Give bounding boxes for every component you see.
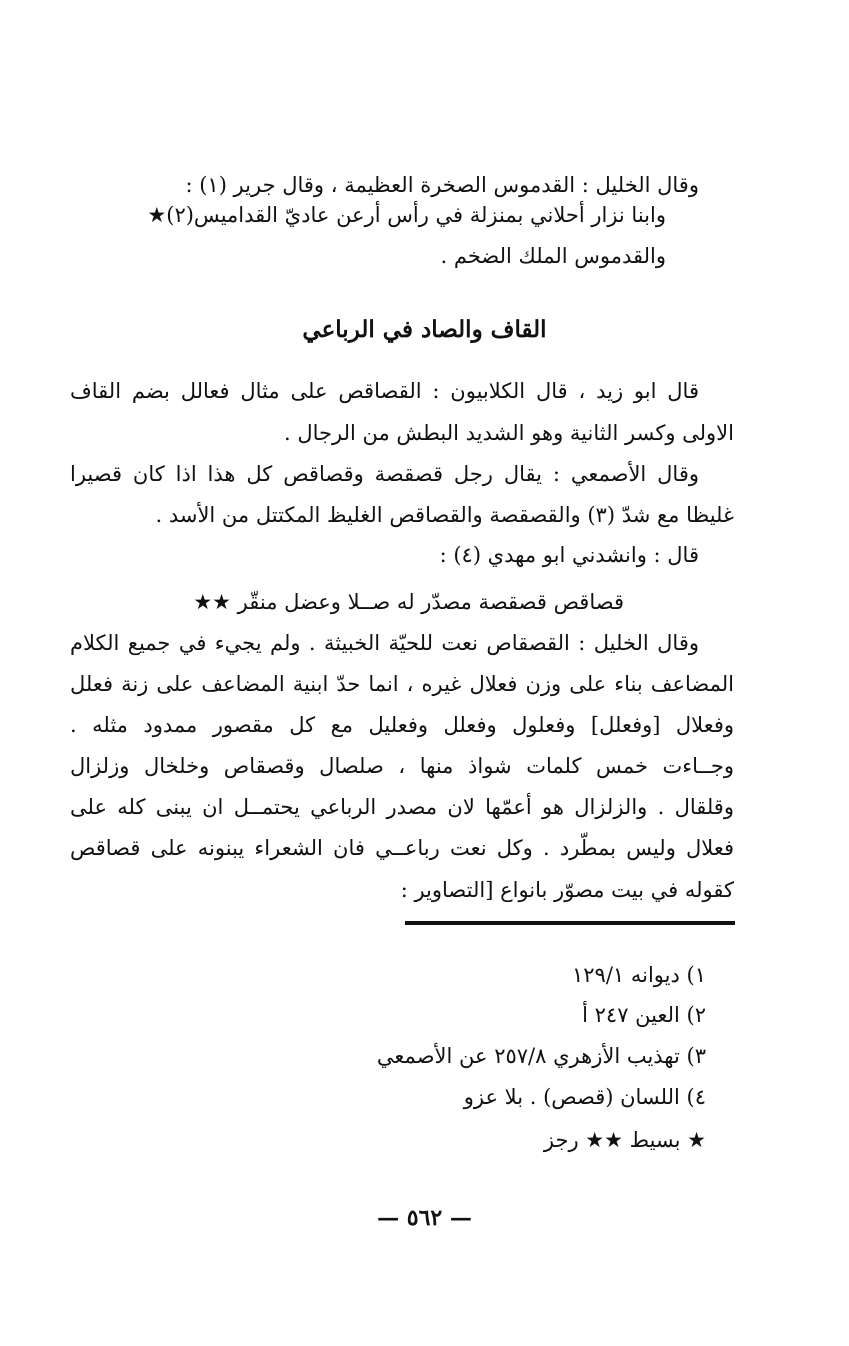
text-line-3: والقدموس الملك الضخم .: [440, 244, 666, 268]
section-heading: القاف والصاد في الرباعي: [302, 316, 547, 343]
text-line-14: وقلقال . والزلزال هو أعمّها لان مصدر الرباعي يحتمــل ان يبنى كله على: [70, 795, 734, 819]
footnote-3: ٣) تهذيب الأزهري ٢٥٧/٨ عن الأصمعي: [376, 1044, 706, 1068]
verse-line-1: وابنا نزار أحلاني بمنزلة في رأس أرعن عاديّ القداميس(٢)★: [147, 203, 666, 227]
footnote-2: ٢) العين ٢٤٧ أ: [582, 1003, 706, 1027]
text-line-7: غليظا مع شدّ (٣) والقصقصة والقصاقص الغليظ المكتتل من الأسد .: [155, 503, 734, 527]
footnote-1: ١) ديوانه ١٢٩/١: [571, 963, 706, 987]
text-line-15: فعلال وليس بمطّرد . وكل نعت رباعــي فان الشعراء يبنونه على قصاقص: [70, 836, 734, 860]
text-line-1: وقال الخليل : القدموس الصخرة العظيمة ، وقال جرير (١) :: [185, 173, 699, 197]
footnote-separator: [405, 921, 735, 925]
text-line-8: قال : وانشدني ابو مهدي (٤) :: [439, 543, 699, 567]
meter-legend: ★ بسيط ★★ رجز: [543, 1128, 706, 1152]
text-line-4: قال ابو زيد ، قال الكلابيون : القصاقص على مثال فعالل بضم القاف: [70, 379, 699, 403]
text-line-13: وجــاءت خمس كلمات شواذ منها ، صلصال وقصقاص وخلخال وزلزال: [70, 754, 734, 778]
text-line-5: الاولى وكسر الثانية وهو الشديد البطش من الرجال .: [284, 421, 734, 445]
text-line-16: كقوله في بيت مصوّر بانواع [التصاوير :: [400, 878, 734, 902]
verse-line-2: قصاقص قصقصة مصدّر له صــلا وعضل منقّر ★★: [193, 590, 624, 614]
text-line-10: وقال الخليل : القصقاص نعت للحيّة الخبيثة . ولم يجيء في جميع الكلام: [70, 631, 699, 655]
page-number: — ٥٦٢ —: [377, 1205, 472, 1231]
text-line-12: وفعلال [وفعلل] وفعلول وفعلل وفعليل مع كل مقصور ممدود مثله .: [70, 713, 734, 737]
footnote-4: ٤) اللسان (قصص) . بلا عزو: [463, 1085, 706, 1109]
text-line-6: وقال الأصمعي : يقال رجل قصقصة وقصاقص كل هذا اذا كان قصيرا: [70, 462, 699, 486]
text-line-11: المضاعف بناء على وزن فعلال غيره ، انما حدّ ابنية المضاعف على زنة فعلل: [70, 672, 734, 696]
